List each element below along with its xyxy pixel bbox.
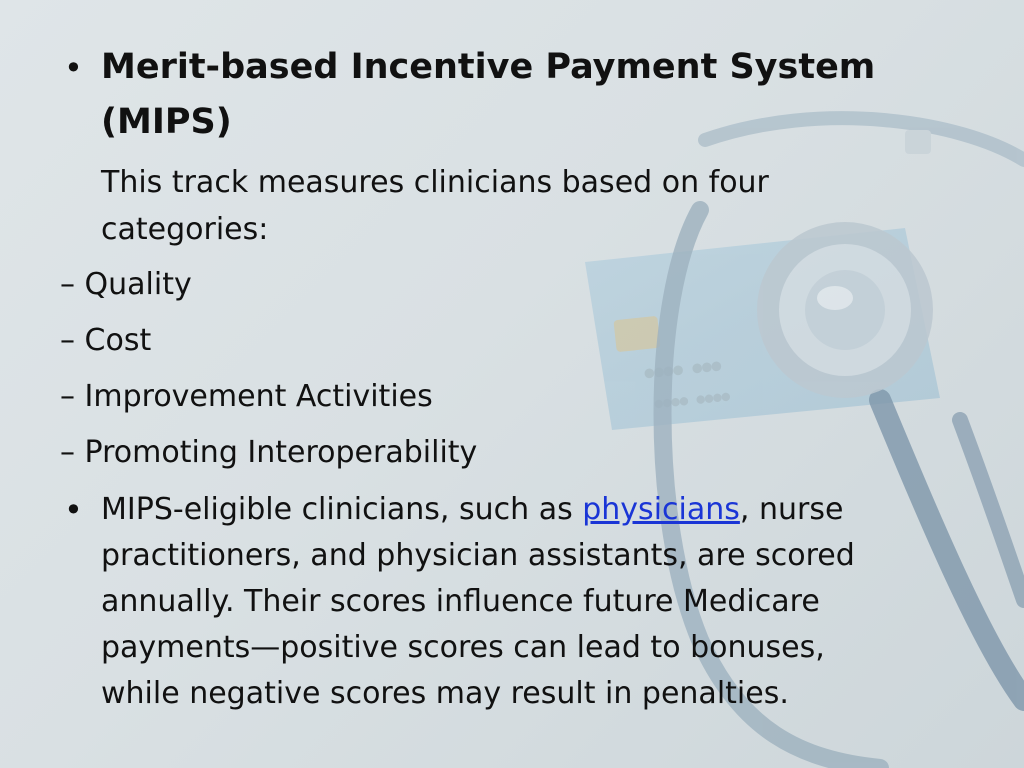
bullet-mips-marker: • (64, 49, 83, 87)
eligible-text-line-2: practitioners, and physician assistants, are scored (101, 538, 855, 573)
svg-text:●●●● ●●●: ●●●● ●●● (643, 355, 723, 382)
eligible-text-line-1 (101, 494, 843, 526)
eligible-text-after-link: , nurse (739, 492, 844, 527)
category-cost: – Cost (60, 323, 152, 358)
category-promoting-interoperability: – Promoting Interoperability (60, 435, 478, 470)
category-quality: – Quality (60, 267, 192, 302)
track-text-line-2: categories: (101, 212, 269, 247)
eligible-text-line-4: payments—positive scores can lead to bonuses, (101, 630, 825, 665)
mips-title-line-1: Merit-based Incentive Payment System (101, 47, 876, 87)
bullet-eligible-marker: • (64, 491, 83, 529)
eligible-text-line-5: while negative scores may result in penalties. (101, 676, 789, 711)
physicians-link[interactable]: physicians (582, 492, 740, 527)
eligible-text-before-link: MIPS-eligible clinicians, such as (101, 492, 583, 527)
eligible-text-line-3: annually. Their scores influence future Medicare (101, 584, 820, 619)
mips-title-line-2: (MIPS) (101, 102, 232, 142)
category-improvement-activities: – Improvement Activities (60, 379, 433, 414)
track-text-line-1: This track measures clinicians based on four (101, 165, 769, 200)
svg-text:●●●● ●●●●: ●●●● ●●●● (653, 388, 731, 412)
